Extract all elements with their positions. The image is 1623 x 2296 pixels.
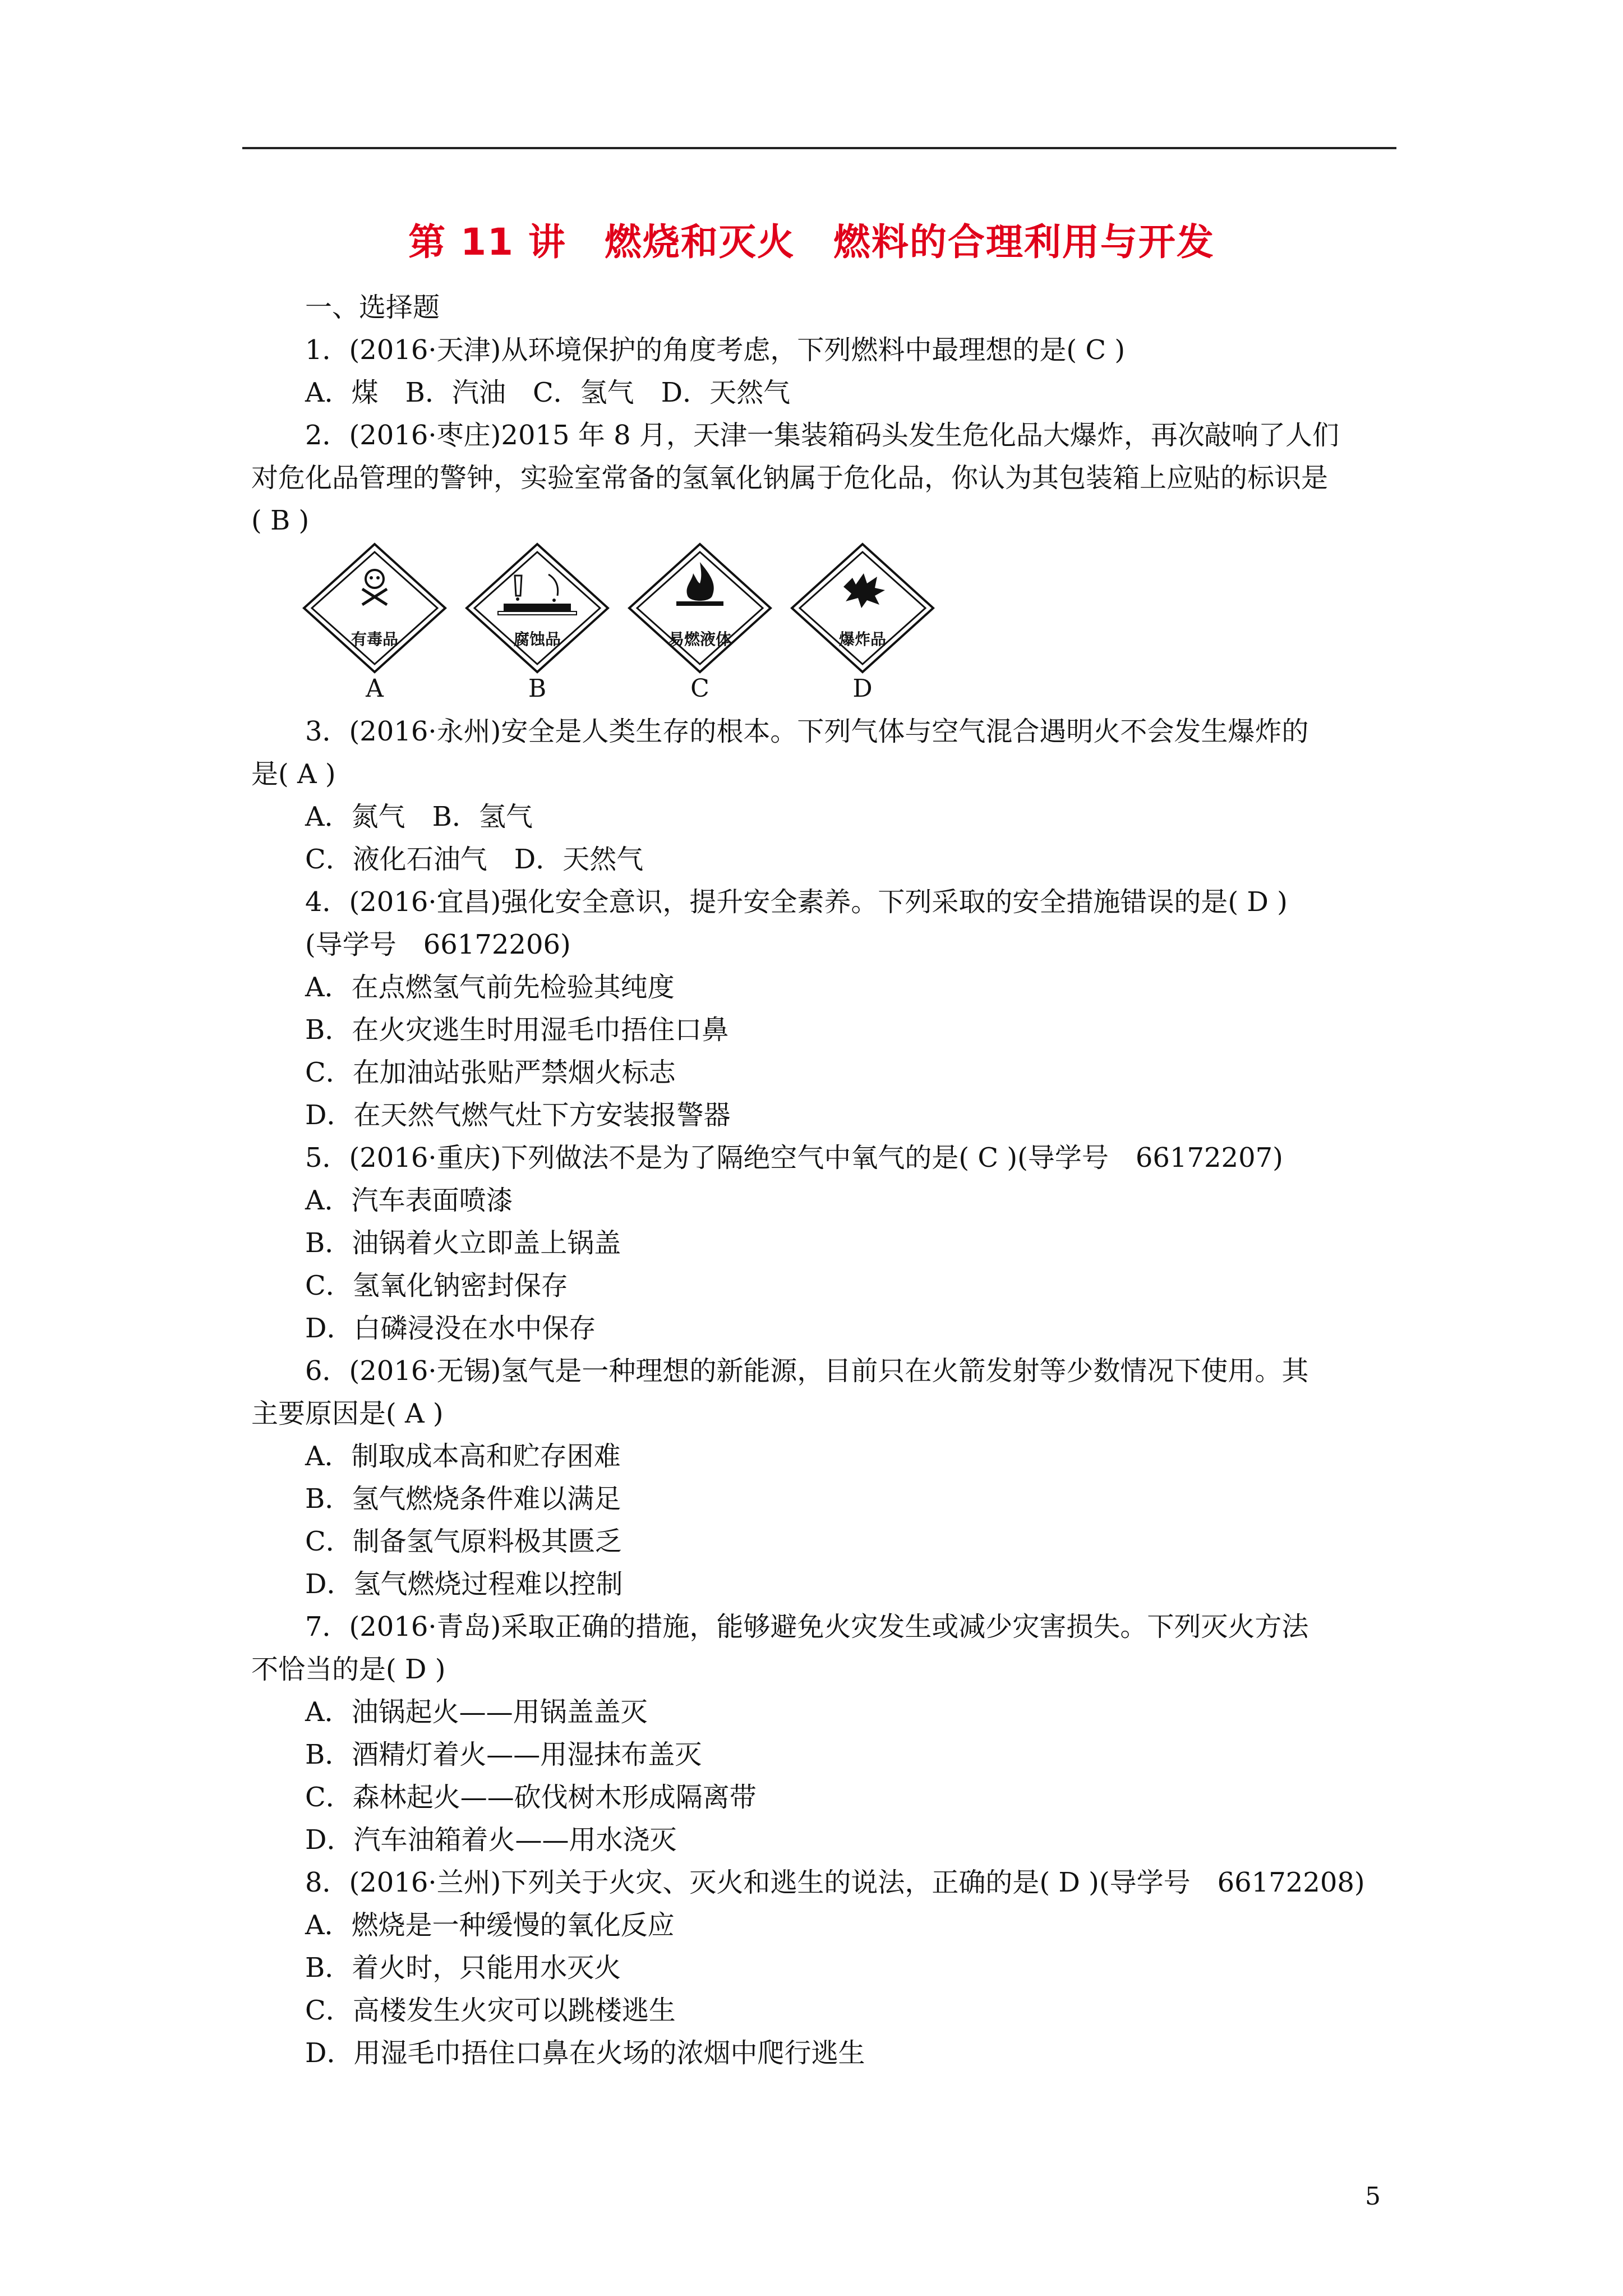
question-stem: 8．(2016·兰州)下列关于火灾、灭火和逃生的说法，正确的是( D )(导学号 66172208) [305, 1867, 1365, 1898]
page-title: 第 11 讲 燃烧和灭火 燃料的合理利用与开发 [408, 220, 1215, 264]
sign-letter: A [366, 674, 384, 703]
hazard-sign-row [302, 542, 1031, 710]
sign-letter: D [852, 674, 873, 703]
answer-option: A．氮气 B．氢气 [305, 801, 533, 832]
answer-option: B．油锅着火立即盖上锅盖 [305, 1227, 621, 1259]
question-2 [251, 414, 1401, 710]
sign-label: 爆炸品 [838, 630, 886, 648]
sign-label: 易燃液体 [668, 630, 731, 648]
answer-option: C．液化石油气 D．天然气 [305, 844, 644, 875]
question-stem: 2．(2016·枣庄)2015 年 8 月，天津一集装箱码头发生危化品大爆炸，再次敲响了人们 [305, 420, 1339, 451]
sign-letter: C [690, 674, 709, 703]
answer-option: C．森林起火——砍伐树木形成隔离带 [305, 1782, 757, 1813]
question-5 [251, 1137, 1401, 1350]
answer-option: C．高楼发生火灾可以跳楼逃生 [305, 1995, 676, 2026]
page-number: 5 [1365, 2182, 1381, 2211]
question-stem: ( B ) [251, 505, 310, 536]
sign-label: 腐蚀品 [513, 630, 561, 648]
question-stem: 对危化品管理的警钟，实验室常备的氢氧化钠属于危化品，你认为其包装箱上应贴的标识是 [251, 462, 1329, 494]
answer-option: A．燃烧是一种缓慢的氧化反应 [305, 1910, 675, 1941]
hazard-sign-corrosive [464, 542, 610, 710]
question-stem: 不恰当的是( D ) [251, 1654, 446, 1685]
answer-option: B．在火灾逃生时用湿毛巾捂住口鼻 [305, 1014, 729, 1046]
answer-option: A．油锅起火——用锅盖盖灭 [305, 1696, 648, 1728]
answer-option: D．用湿毛巾捂住口鼻在火场的浓烟中爬行逃生 [305, 2037, 865, 2069]
answer-option: A．煤 B．汽油 C．氢气 D．天然气 [305, 377, 791, 408]
question-stem: 7．(2016·青岛)采取正确的措施，能够避免火灾发生或减少灾害损失。下列灭火方法 [305, 1611, 1309, 1642]
question-stem: 6．(2016·无锡)氢气是一种理想的新能源，目前只在火箭发射等少数情况下使用。其 [305, 1355, 1309, 1387]
question-stem: 是( A ) [251, 758, 336, 790]
sign-letter: B [528, 674, 547, 703]
question-stem: 主要原因是( A ) [251, 1398, 444, 1429]
answer-option: D．在天然气燃气灶下方安装报警器 [305, 1099, 731, 1131]
sign-label: 有毒品 [351, 630, 398, 648]
answer-option: D．白磷浸没在水中保存 [305, 1313, 596, 1344]
hazard-sign-flammable [627, 542, 773, 710]
header-rule [242, 147, 1396, 149]
answer-option: B．着火时，只能用水灭火 [305, 1952, 621, 1984]
answer-option: C．在加油站张贴严禁烟火标志 [305, 1057, 676, 1088]
question-7 [251, 1605, 1401, 1861]
question-1 [251, 329, 1401, 414]
question-stem: 3．(2016·永州)安全是人类生存的根本。下列气体与空气混合遇明火不会发生爆炸的 [305, 716, 1309, 747]
answer-option: A．制取成本高和贮存困难 [305, 1441, 621, 1472]
answer-option: C．氢氧化钠密封保存 [305, 1270, 568, 1301]
answer-option: A．在点燃氢气前先检验其纯度 [305, 972, 675, 1003]
worksheet-body [251, 286, 1401, 2074]
section-heading: 一、选择题 [305, 292, 440, 323]
question-stem: (导学号 66172206) [305, 929, 571, 960]
answer-option: B．氢气燃烧条件难以满足 [305, 1483, 621, 1515]
question-8 [251, 1861, 1401, 2074]
question-stem: 1．(2016·天津)从环境保护的角度考虑，下列燃料中最理想的是( C ) [305, 334, 1126, 366]
answer-option: D．氢气燃烧过程难以控制 [305, 1568, 623, 1600]
question-stem: 5．(2016·重庆)下列做法不是为了隔绝空气中氧气的是( C )(导学号 66172207) [305, 1142, 1283, 1174]
hazard-sign-toxic [302, 542, 448, 710]
answer-option: C．制备氢气原料极其匮乏 [305, 1526, 622, 1557]
question-stem: 4．(2016·宜昌)强化安全意识，提升安全素养。下列采取的安全措施错误的是( D ) [305, 886, 1288, 918]
answer-option: D．汽车油箱着火——用水浇灭 [305, 1824, 677, 1856]
question-6 [251, 1350, 1401, 1605]
question-4 [251, 881, 1401, 1137]
hazard-sign-explosive [790, 542, 935, 710]
answer-option: A．汽车表面喷漆 [305, 1185, 513, 1216]
answer-option: B．酒精灯着火——用湿抹布盖灭 [305, 1739, 702, 1770]
question-3 [251, 710, 1401, 881]
